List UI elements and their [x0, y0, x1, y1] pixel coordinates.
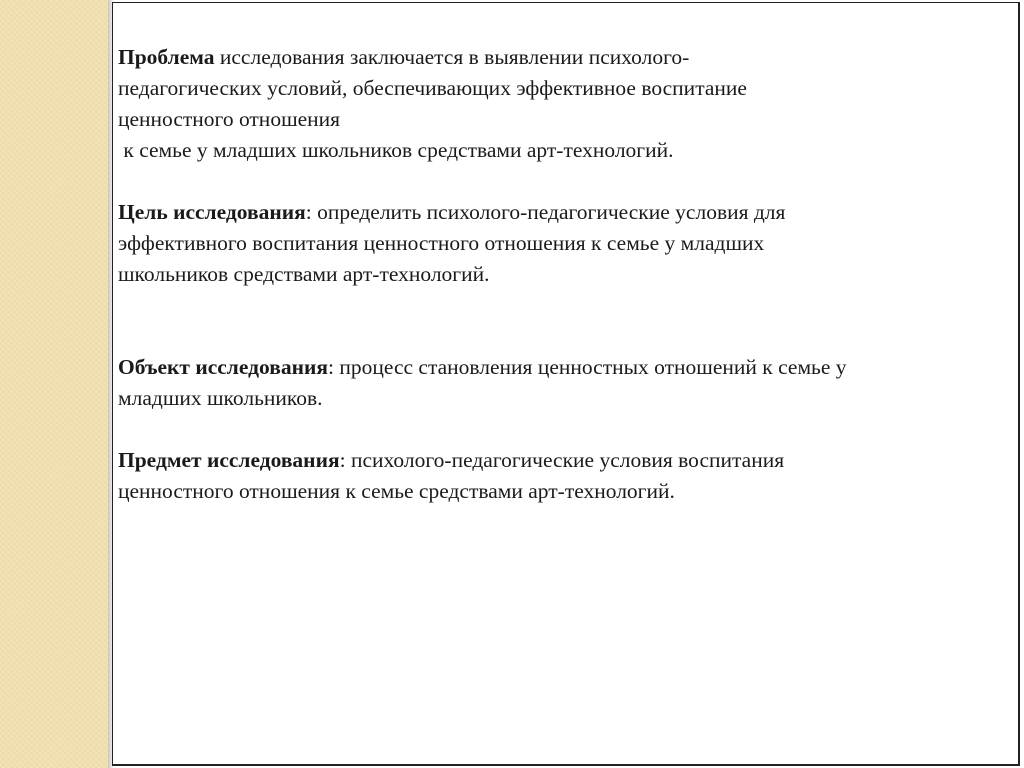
subject-paragraph — [118, 445, 998, 507]
spacer — [118, 166, 998, 197]
problem-line-4: к семье у младших школьников средствами арт-технологий. — [118, 138, 674, 162]
decorative-side-band — [0, 0, 108, 768]
problem-line-2: педагогических условий, обеспечивающих эффективное воспитание — [118, 76, 747, 100]
problem-line-1 — [118, 42, 998, 73]
object-line-2: младших школьников. — [118, 386, 323, 410]
object-paragraph — [118, 352, 998, 414]
object-text-1: : процесс становления ценностных отношений к семье у — [328, 355, 847, 379]
subject-line-1 — [118, 445, 998, 476]
subject-line-2: ценностного отношения к семье средствами арт-технологий. — [118, 479, 675, 503]
slide-content — [118, 42, 998, 507]
goal-line-1 — [118, 197, 998, 228]
goal-line-3: школьников средствами арт-технологий. — [118, 262, 490, 286]
goal-text-1: : определить психолого-педагогические условия для — [305, 200, 786, 224]
object-line-1 — [118, 352, 998, 383]
goal-term: Цель исследования — [118, 200, 306, 224]
spacer — [118, 290, 998, 352]
goal-line-2: эффективного воспитания ценностного отношения к семье у младших — [118, 231, 765, 255]
goal-paragraph — [118, 197, 998, 290]
subject-term: Предмет исследования — [118, 448, 340, 472]
problem-paragraph — [118, 42, 998, 166]
problem-line-3: ценностного отношения — [118, 107, 341, 131]
spacer — [118, 414, 998, 445]
problem-text-1: исследования заключается в выявлении психолого- — [214, 45, 690, 69]
subject-text-1: : психолого-педагогические условия воспитания — [339, 448, 785, 472]
object-term: Объект исследования — [118, 355, 328, 379]
problem-term: Проблема — [118, 45, 215, 69]
